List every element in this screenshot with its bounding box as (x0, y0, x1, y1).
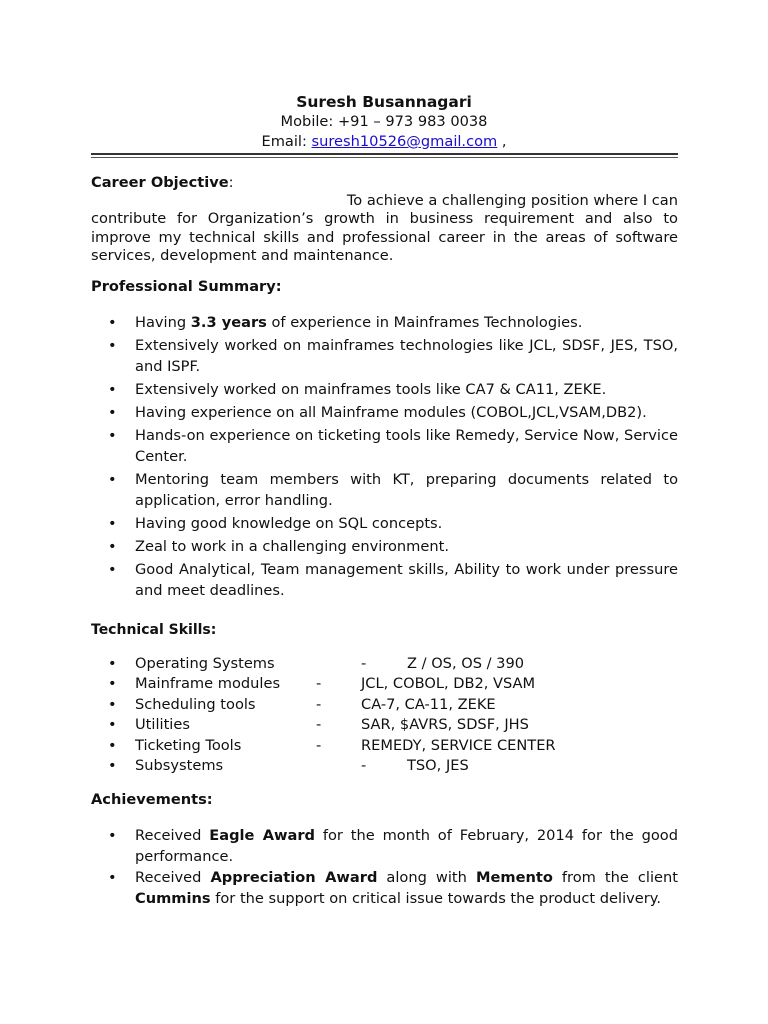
skill-label: Subsystems (135, 756, 224, 774)
item-text: for the support on critical issue towards the product delivery. (210, 890, 661, 907)
skill-value: CA-7, CA-11, ZEKE (361, 695, 496, 713)
item-bold: 3.3 years (190, 314, 267, 331)
skill-row (91, 695, 691, 715)
skill-row (91, 674, 691, 694)
item-text: of experience in Mainframes Technologies. (266, 314, 583, 331)
bullet-icon: • (108, 827, 117, 844)
item-text: Having (135, 314, 191, 331)
list-item (91, 425, 678, 467)
professional-summary-heading: Professional Summary: (91, 278, 282, 295)
achievements-list (91, 825, 678, 911)
header-divider-thin (91, 157, 678, 158)
skill-row (91, 736, 691, 756)
header-divider-thick (91, 153, 678, 155)
career-objective-first-line: To achieve a challenging position where I can (346, 192, 678, 209)
item-text: for the month of February, 2014 for the good performance. (135, 827, 679, 865)
list-item (91, 312, 678, 333)
list-item (91, 867, 678, 909)
skill-dash: - (316, 675, 322, 693)
item-bold: Memento (475, 869, 553, 886)
skill-value: TSO, JES (407, 756, 469, 774)
email-link[interactable]: suresh10526@gmail.com (311, 133, 498, 150)
bullet-icon: • (108, 655, 117, 672)
item-text: Having experience on all Mainframe modules (COBOL,JCL,VSAM,DB2). (135, 404, 647, 421)
career-objective-rest: contribute for Organization’s growth in business requirement and also to improve my technical skills and professional career in the areas of software services, development and maintenance. (91, 210, 678, 264)
bullet-icon: • (108, 869, 117, 886)
skill-label: Operating Systems (135, 655, 275, 672)
item-text: from the client (552, 869, 678, 886)
skill-value: SAR, $AVRS, SDSF, JHS (361, 716, 529, 734)
item-text: Zeal to work in a challenging environment. (135, 538, 449, 555)
item-text: Having good knowledge on SQL concepts. (135, 515, 443, 532)
bullet-icon: • (108, 538, 117, 555)
skill-label: Mainframe modules (135, 675, 281, 693)
header (0, 92, 768, 152)
bullet-icon: • (108, 471, 117, 488)
candidate-name: Suresh Busannagari (296, 93, 472, 111)
bullet-icon: • (108, 381, 117, 398)
email-suffix: , (497, 133, 507, 150)
bullet-icon: • (108, 561, 117, 578)
bullet-icon: • (108, 404, 117, 421)
item-text: along with (377, 869, 476, 886)
career-objective-heading (91, 174, 234, 191)
skill-dash: - (316, 736, 322, 754)
item-text: Received (135, 827, 210, 844)
bullet-icon: • (108, 337, 117, 354)
item-text: Received (135, 869, 211, 886)
achievements-heading: Achievements: (91, 791, 213, 808)
career-objective-colon: : (228, 174, 234, 191)
bullet-icon: • (108, 756, 117, 774)
technical-skills-heading: Technical Skills: (91, 622, 217, 638)
list-item (91, 825, 678, 867)
mobile-line: Mobile: +91 – 973 983 0038 (280, 113, 488, 130)
career-objective-title: Career Objective (91, 174, 229, 191)
bullet-icon: • (108, 427, 117, 444)
skill-value: JCL, COBOL, DB2, VSAM (361, 675, 536, 693)
list-item (91, 469, 678, 511)
item-bold: Appreciation Award (210, 869, 378, 886)
list-item (91, 513, 678, 534)
list-item (91, 536, 678, 557)
item-text: Hands-on experience on ticketing tools like Remedy, Service Now, Service Center. (135, 427, 678, 465)
skill-label: Utilities (135, 716, 190, 734)
professional-summary-list (91, 312, 678, 603)
skill-label: Ticketing Tools (135, 736, 242, 754)
bullet-icon: • (108, 314, 117, 331)
skill-dash: - (316, 716, 322, 734)
skill-value: REMEDY, SERVICE CENTER (361, 736, 556, 754)
list-item (91, 559, 678, 601)
skill-row (91, 715, 691, 735)
skill-value: Z / OS, OS / 390 (407, 655, 525, 672)
skill-dash: - (316, 695, 322, 713)
skill-dash: - (361, 756, 367, 774)
bullet-icon: • (108, 716, 117, 734)
bullet-icon: • (108, 695, 117, 713)
career-objective-text (91, 192, 678, 265)
skill-label: Scheduling tools (135, 695, 256, 713)
item-text: Extensively worked on mainframes technologies like JCL, SDSF, JES, TSO, and ISPF. (135, 337, 678, 375)
item-bold: Cummins (135, 890, 211, 907)
bullet-icon: • (108, 675, 117, 693)
email-line (0, 132, 768, 152)
item-text: Mentoring team members with KT, preparing documents related to application, error handling. (135, 471, 678, 509)
item-text: Good Analytical, Team management skills, Ability to work under pressure and meet deadlines. (135, 561, 678, 599)
item-bold: Eagle Award (209, 827, 315, 844)
bullet-icon: • (108, 736, 117, 754)
list-item (91, 335, 678, 377)
list-item (91, 379, 678, 400)
skill-row (91, 654, 691, 674)
skill-row (91, 756, 691, 776)
skill-dash: - (361, 655, 367, 672)
technical-skills-list (91, 654, 691, 776)
list-item (91, 402, 678, 423)
bullet-icon: • (108, 515, 117, 532)
item-text: Extensively worked on mainframes tools like CA7 & CA11, ZEKE. (135, 381, 607, 398)
email-label: Email: (261, 133, 312, 150)
